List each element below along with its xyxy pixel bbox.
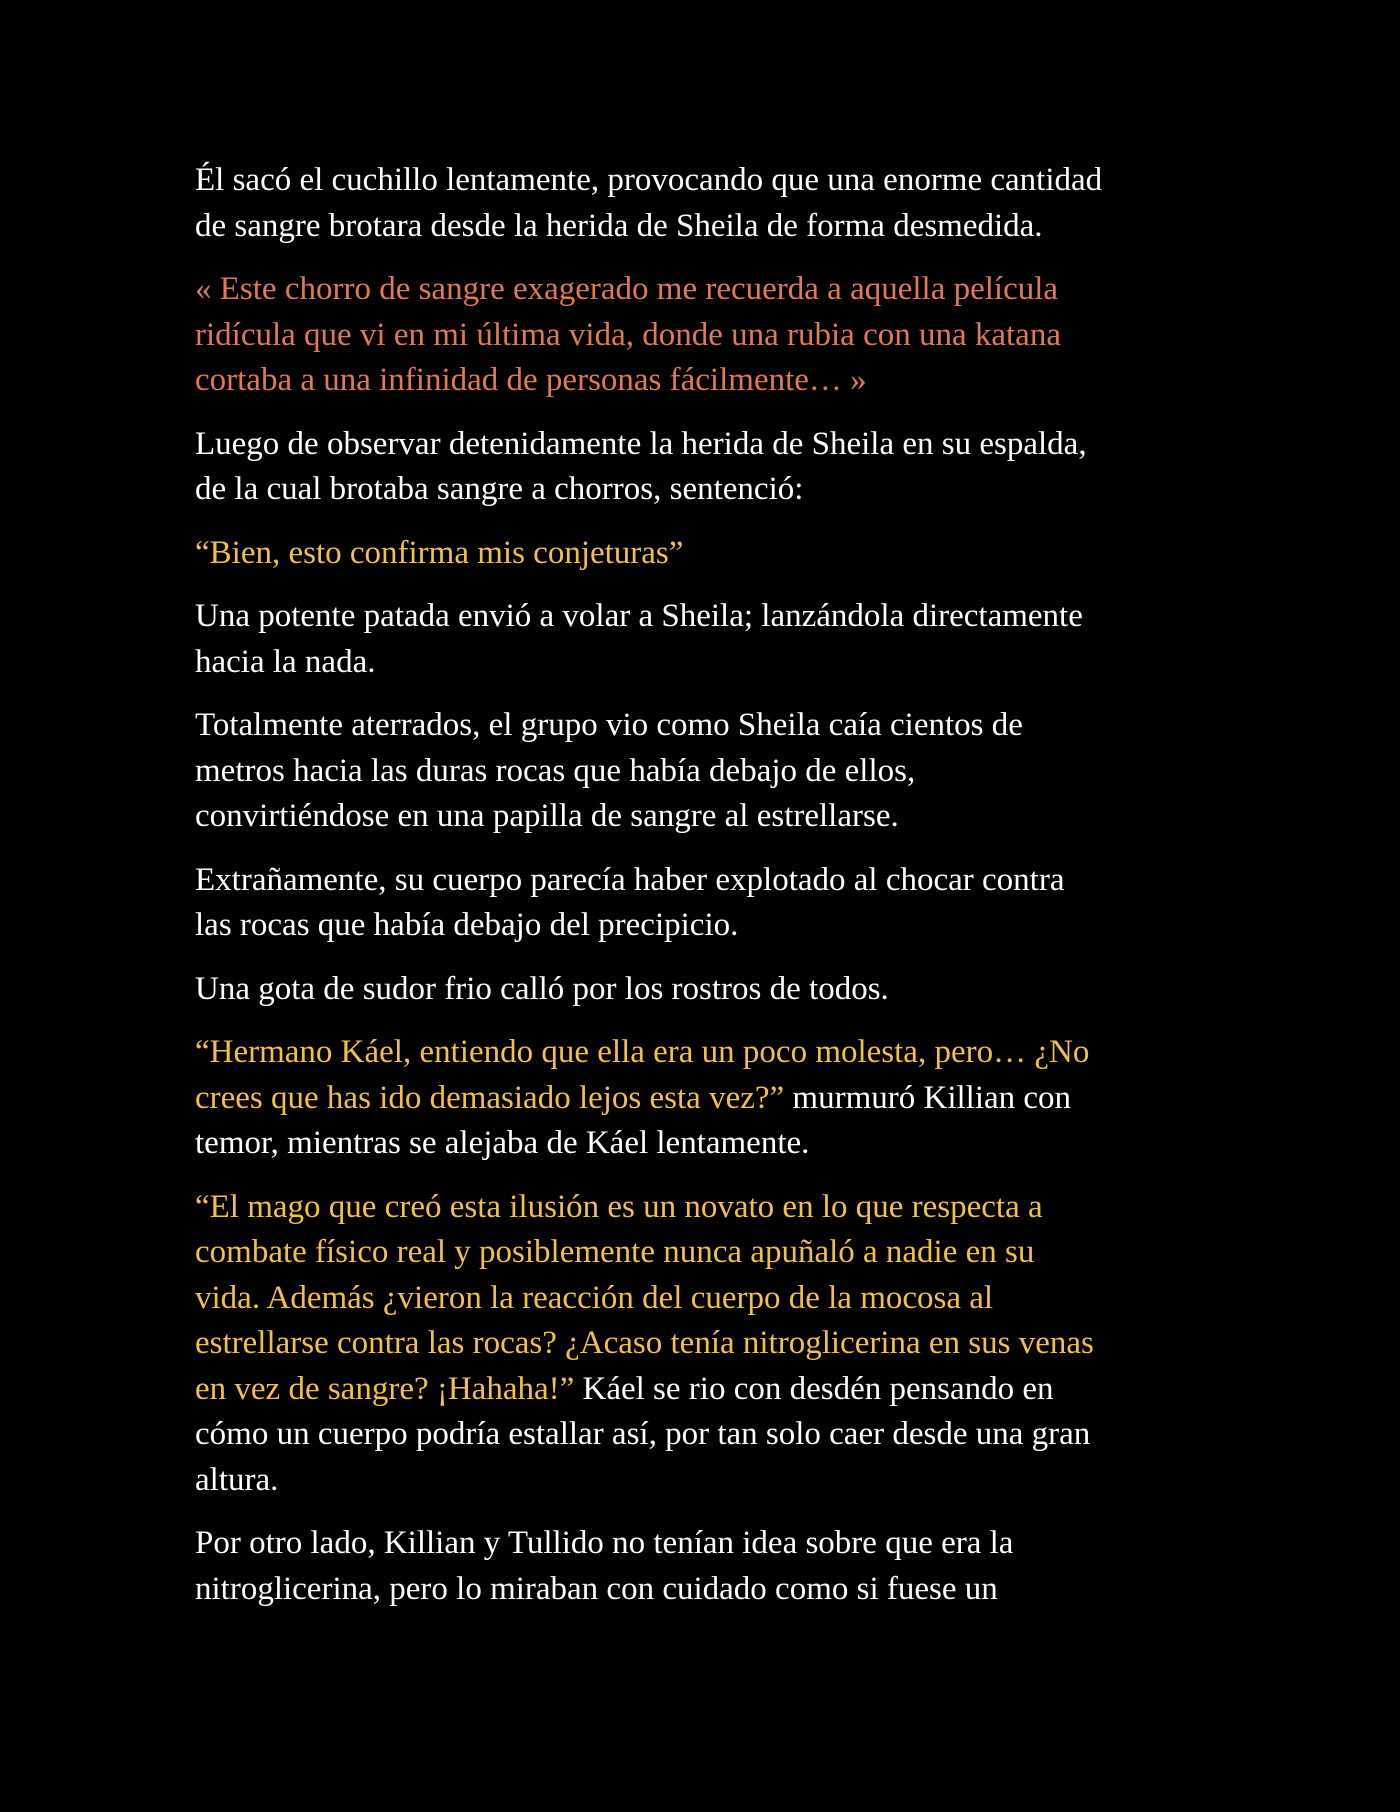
- dialogue-speech-kael: “El mago que creó esta ilusión es un novato en lo que respecta a combate físico real y posiblemente nunca apuñaló a nadie en su vida. Además ¿vieron la reacción del cuerpo de la mocosa al estrellarse contra las rocas? ¿Acaso tenía nitroglicerina en sus venas en vez de sangre? ¡Hahaha!”: [195, 1188, 1094, 1407]
- paragraph-narration-7: Por otro lado, Killian y Tullido no tenían idea sobre que era la nitroglicerina, pero lo miraban con cuidado como si fuese un: [195, 1525, 1014, 1607]
- paragraph-dialogue-kael: [195, 1185, 1215, 1504]
- paragraph-speech-1: “Bien, esto confirma mis conjeturas”: [195, 534, 684, 571]
- paragraph-narration-4: Totalmente aterrados, el grupo vio como Sheila caía cientos de metros hacia las duras rocas que había debajo de ellos, convirtiéndose en una papilla de sangre al estrellarse.: [195, 707, 1023, 834]
- paragraph-narration-2: Luego de observar detenidamente la herida de Sheila en su espalda, de la cual brotaba sangre a chorros, sentenció:: [195, 425, 1087, 507]
- paragraph-thought-1: « Este chorro de sangre exagerado me recuerda a aquella película ridícula que vi en mi última vida, donde una rubia con una katana cortaba a una infinidad de personas fácilmente… »: [195, 271, 1061, 398]
- dialogue-narration-kael: Káel se rio con desdén pensando en cómo un cuerpo podría estallar así, por tan solo caer desde una gran altura.: [195, 1370, 1091, 1498]
- paragraph-narration-6: Una gota de sudor frio calló por los rostros de todos.: [195, 970, 889, 1007]
- paragraph-dialogue-killian: [195, 1030, 1215, 1167]
- paragraph-narration-5: Extrañamente, su cuerpo parecía haber explotado al chocar contra las rocas que había debajo del precipicio.: [195, 861, 1065, 943]
- dialogue-speech-killian: “Hermano Káel, entiendo que ella era un poco molesta, pero… ¿No crees que has ido demasiado lejos esta vez?”: [195, 1034, 1090, 1116]
- dialogue-narration-killian: murmuró Killian con temor, mientras se alejaba de Káel lentamente.: [195, 1079, 1072, 1161]
- paragraph-narration-1: Él sacó el cuchillo lentamente, provocando que una enorme cantidad de sangre brotara desde la herida de Sheila de forma desmedida.: [195, 162, 1103, 244]
- paragraph-narration-3: Una potente patada envió a volar a Sheila; lanzándola directamente hacia la nada.: [195, 598, 1083, 680]
